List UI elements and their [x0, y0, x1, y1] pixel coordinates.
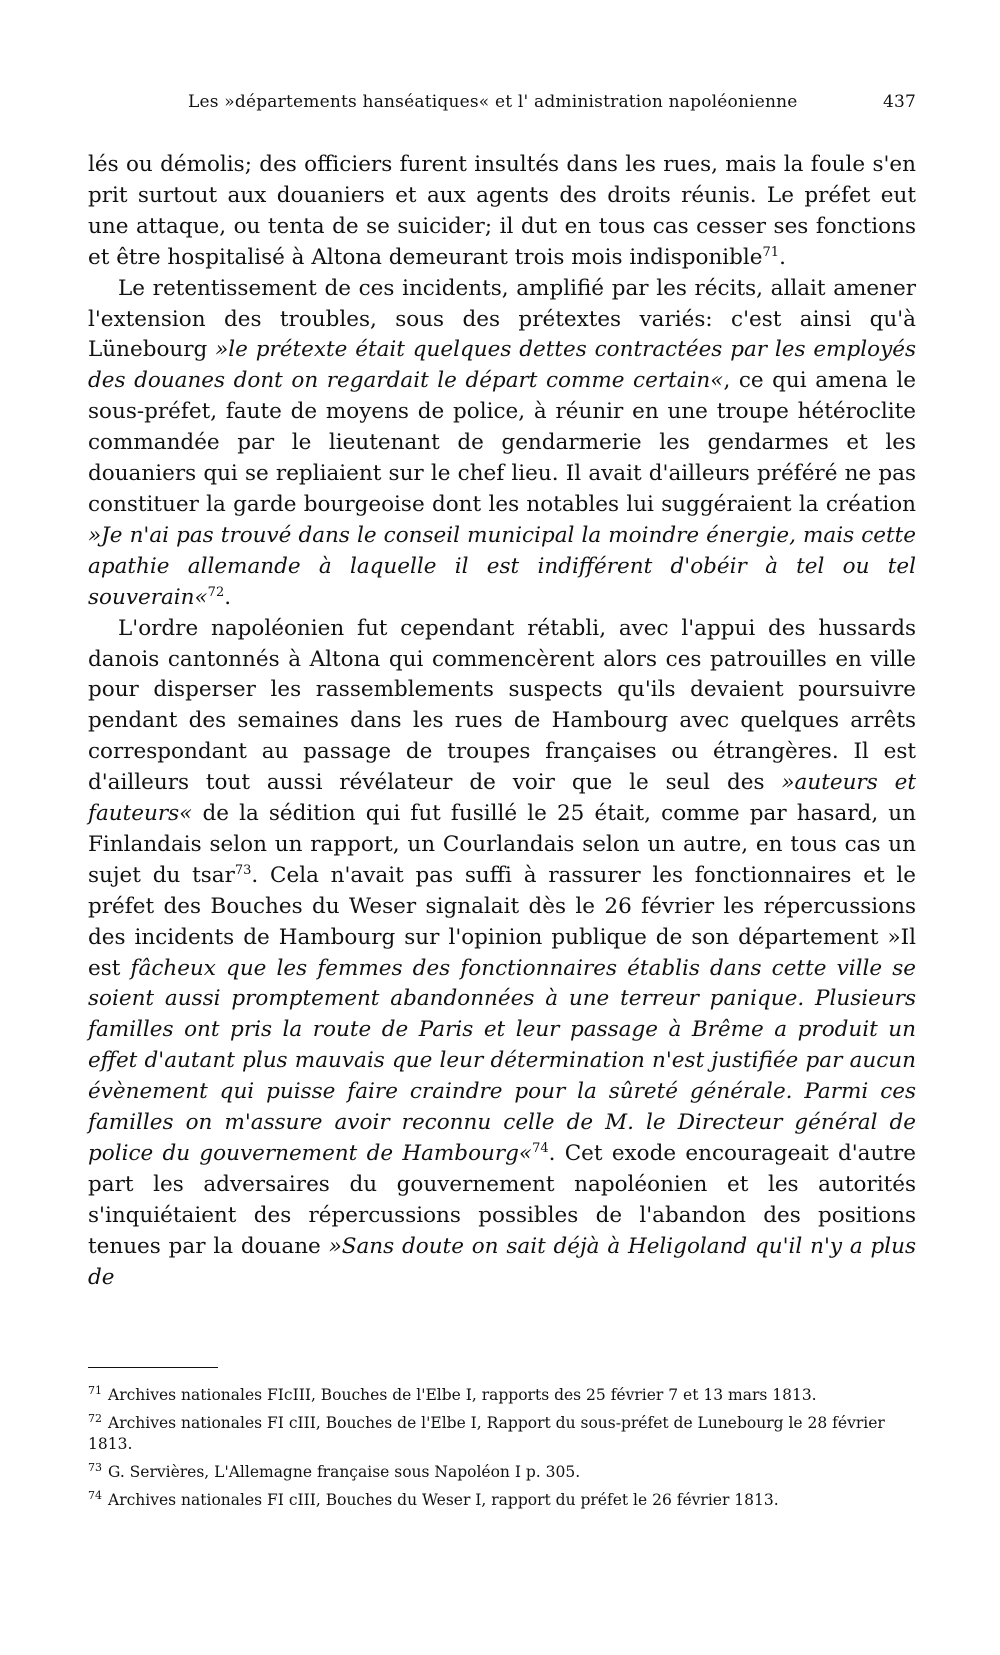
paragraph-3-quote-3: »Sans doute on sait déjà à Heligoland qu'il n'y a plus de	[88, 1233, 916, 1290]
footnote-text: Archives nationales FI cIII, Bouches du Weser I, rapport du préfet le 26 février 1813.	[108, 1491, 779, 1510]
footnote-72	[88, 1408, 916, 1455]
footnotes	[88, 1380, 916, 1514]
footnote-ref-74: 74	[532, 1140, 549, 1156]
footnote-ref-71: 71	[762, 244, 780, 260]
paragraph-1	[88, 150, 916, 274]
paragraph-3	[88, 614, 916, 1294]
paragraph-2-quote-2: »Je n'ai pas trouvé dans le conseil municipal la moindre énergie, mais cette apathie allemande à laquelle il est indifférent d'obéir à tel ou tel souverain«	[88, 522, 916, 610]
paragraph-1-end: .	[779, 244, 786, 270]
footnote-ref-72: 72	[207, 584, 225, 600]
paragraph-3-quote-1: »auteurs et fauteurs«	[88, 770, 916, 827]
paragraph-2-quote-1: »le prétexte était quelques dettes contractées par les employés des douanes dont on regardait le départ comme certain«	[88, 337, 916, 394]
paragraph-3-text-4: . Cet exode encourageait d'autre part les adversaires du gouvernement napoléonien et les autorités s'inquiétaient des répercussions possibles de l'abandon des positions tenues par la douane	[88, 1141, 916, 1259]
footnote-71	[88, 1380, 916, 1406]
footnote-text: Archives nationales FI cIII, Bouches de l'Elbe I, Rapport du sous-préfet de Lunebourg le 28 février 1813.	[88, 1414, 885, 1454]
paragraph-1-text: lés ou démolis; des officiers furent insultés dans les rues, mais la foule s'en prit surtout aux douaniers et aux agents des droits réunis. Le préfet eut une attaque, ou tenta de se suicider; il dut en tous cas cesser ses fonctions et être hospitalisé à Altona demeurant trois mois indisponible	[88, 152, 916, 270]
footnote-text: Archives nationales FIcIII, Bouches de l'Elbe I, rapports des 25 février 7 et 13 mars 1813.	[108, 1386, 817, 1405]
paragraph-3-quote-2: fâcheux que les femmes des fonctionnaires établis dans cette ville se soient aussi promptement abandonnées à une terreur panique. Plusieurs familles ont pris la route de Paris et leur passage à Brême a produit un effet d'autant plus mauvais que leur détermination n'est justifiée par aucun évènement qui puisse faire craindre pour la sûreté générale. Parmi ces familles on m'assure avoir reconnu celle de M. le Directeur général de police du gouvernement de Hambourg«	[88, 955, 916, 1166]
footnote-number: 73	[88, 1461, 102, 1475]
paragraph-2-text-1: Le retentissement de ces incidents, amplifié par les récits, allait amener l'extension des troubles, sous des prétextes variés: c'est ainsi qu'à Lünebourg	[88, 275, 916, 363]
footnote-number: 71	[88, 1384, 102, 1397]
running-title: Les »départements hanséatiques« et l' administration napoléonienne	[188, 92, 798, 112]
paragraph-2-text-2: , ce qui amena le sous-préfet, faute de moyens de police, à réunir en une troupe hétéroclite commandée par le lieutenant de gendarmerie les gendarmes et les douaniers qui se repliaient sur le chef lieu. Il avait d'ailleurs préféré ne pas constituer la garde bourgeoise dont les notables lui suggéraient la création	[88, 368, 916, 517]
footnote-number: 74	[88, 1489, 102, 1503]
running-header	[88, 92, 916, 132]
footnote-text: G. Servières, L'Allemagne française sous Napoléon I p. 305.	[108, 1463, 581, 1482]
footnote-divider	[88, 1367, 218, 1368]
footnote-73	[88, 1457, 916, 1483]
footnote-74	[88, 1485, 916, 1511]
paragraph-3-text-3: . Cela n'avait pas suffi à rassurer les fonctionnaires et le préfet des Bouches du Weser signalait dès le 26 février les répercussions des incidents de Hambourg sur l'opinion publique de son département »Il est	[88, 862, 916, 981]
body-text	[88, 150, 916, 1294]
paragraph-2-end: .	[224, 584, 232, 610]
paragraph-2	[88, 274, 916, 614]
footnote-number: 72	[88, 1412, 102, 1426]
page-number: 437	[882, 92, 916, 112]
paragraph-3-text-2: de la sédition qui fut fusillé le 25 était, comme par hasard, un Finlandais selon un rapport, un Courlandais selon un autre, en tous cas un sujet du tsar	[88, 801, 916, 888]
paragraph-3-text-1: L'ordre napoléonien fut cependant rétabli, avec l'appui des hussards danois cantonnés à Altona qui commencèrent alors ces patrouilles en ville pour disperser les rassemblements suspects qu'ils devaient poursuivre pendant des semaines dans les rues de Hambourg avec quelques arrêts correspondant au passage de troupes françaises ou étrangères. Il est d'ailleurs tout aussi révélateur de voir que le seul des	[88, 615, 916, 796]
footnote-ref-73: 73	[234, 862, 252, 878]
